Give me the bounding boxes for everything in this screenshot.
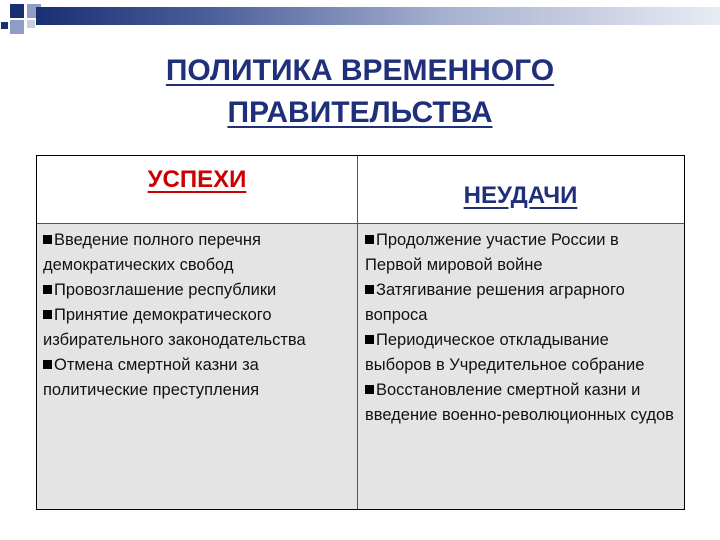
successes-header-label: УСПЕХИ xyxy=(147,165,247,193)
failures-header-label: НЕУДАЧИ xyxy=(463,181,578,209)
list-item xyxy=(43,278,353,303)
list-item xyxy=(365,228,677,278)
square-bullet-icon xyxy=(365,335,374,344)
failures-list xyxy=(365,228,677,428)
column-divider xyxy=(357,156,358,509)
title-line-2: ПРАВИТЕЛЬСТВА xyxy=(227,96,493,129)
list-item xyxy=(43,303,353,353)
page-title xyxy=(0,50,720,134)
comparison-table xyxy=(36,155,685,510)
title-line-1: ПОЛИТИКА ВРЕМЕННОГО xyxy=(165,54,555,87)
failure-item-text: Периодическое откладывание выборов в Учредительное собрание xyxy=(365,331,645,374)
square-bullet-icon xyxy=(43,360,52,369)
square-bullet-icon xyxy=(365,235,374,244)
list-item xyxy=(365,378,677,428)
failure-item-text: Продолжение участие России в Первой мировой войне xyxy=(365,231,619,274)
success-item-text: Отмена смертной казни за политические преступления xyxy=(43,356,260,399)
success-item-text: Введение полного перечня демократических свобод xyxy=(43,231,261,274)
successes-header xyxy=(37,156,357,223)
failures-header xyxy=(357,156,684,223)
list-item xyxy=(365,278,677,328)
successes-list xyxy=(43,228,353,403)
list-item xyxy=(43,228,353,278)
list-item xyxy=(43,353,353,403)
success-item-text: Провозглашение республики xyxy=(54,281,277,299)
square-bullet-icon xyxy=(43,285,52,294)
header-bar xyxy=(36,7,720,25)
table-header-row xyxy=(37,156,684,224)
square-bullet-icon xyxy=(365,285,374,294)
square-bullet-icon xyxy=(365,385,374,394)
success-item-text: Принятие демократического избирательного законодательства xyxy=(43,306,306,349)
failure-item-text: Затягивание решения аграрного вопроса xyxy=(365,281,625,324)
square-bullet-icon xyxy=(43,235,52,244)
failure-item-text: Восстановление смертной казни и введение военно-революционных судов xyxy=(365,381,674,424)
square-bullet-icon xyxy=(43,310,52,319)
list-item xyxy=(365,328,677,378)
